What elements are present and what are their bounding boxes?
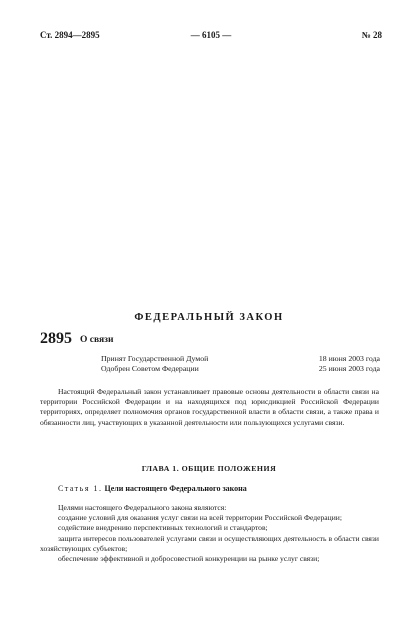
adoption-body: Принят Государственной Думой (101, 354, 209, 363)
goals-intro: Целями настоящего Федерального закона являются: (58, 503, 227, 512)
adoption-date: 18 июня 2003 года (318, 354, 380, 363)
goal-item: создание условий для оказания услуг связи на всей территории Российской Федерации; (58, 513, 342, 523)
adoption-date: 25 июня 2003 года (318, 364, 380, 373)
goal-item: защита интересов пользователей услугами связи и осуществляющих деятельность в области связи хозяйствующих субъектов; (40, 533, 379, 553)
article-number: Статья 1. (58, 484, 103, 493)
article-heading (58, 484, 247, 493)
page-header (40, 30, 382, 42)
article-body (40, 503, 379, 564)
preamble-paragraph: Настоящий Федеральный закон устанавливает правовые основы деятельности в области связи на территории Российской Федерации и на находящихся под юрисдикцией Российской Федерации территориях, определяет полномочия органов государственной власти в области связи, а также права и обязанности лиц, участвующих в указанной деятельности или пользующихся услугами связи. (40, 387, 379, 427)
article-title: Цели настоящего Федерального закона (104, 484, 247, 493)
law-title: ФЕДЕРАЛЬНЫЙ ЗАКОН (134, 312, 284, 323)
document-name: О связи (80, 335, 114, 345)
chapter-heading: ГЛАВА 1. ОБЩИЕ ПОЛОЖЕНИЯ (141, 464, 277, 473)
header-article-range: Ст. 2894—2895 (40, 30, 100, 40)
adoption-body: Одобрен Советом Федерации (101, 364, 199, 373)
header-issue-number: № 28 (361, 30, 382, 40)
adoption-line-federation-council (101, 364, 380, 375)
goal-item: содействие внедрению перспективных технологий и стандартов; (58, 523, 268, 533)
document-number: 2895 (40, 330, 72, 347)
goal-item: обеспечение эффективной и добросовестной конкуренции на рынке услуг связи; (58, 554, 320, 564)
header-page-number: — 6105 — (190, 30, 232, 40)
